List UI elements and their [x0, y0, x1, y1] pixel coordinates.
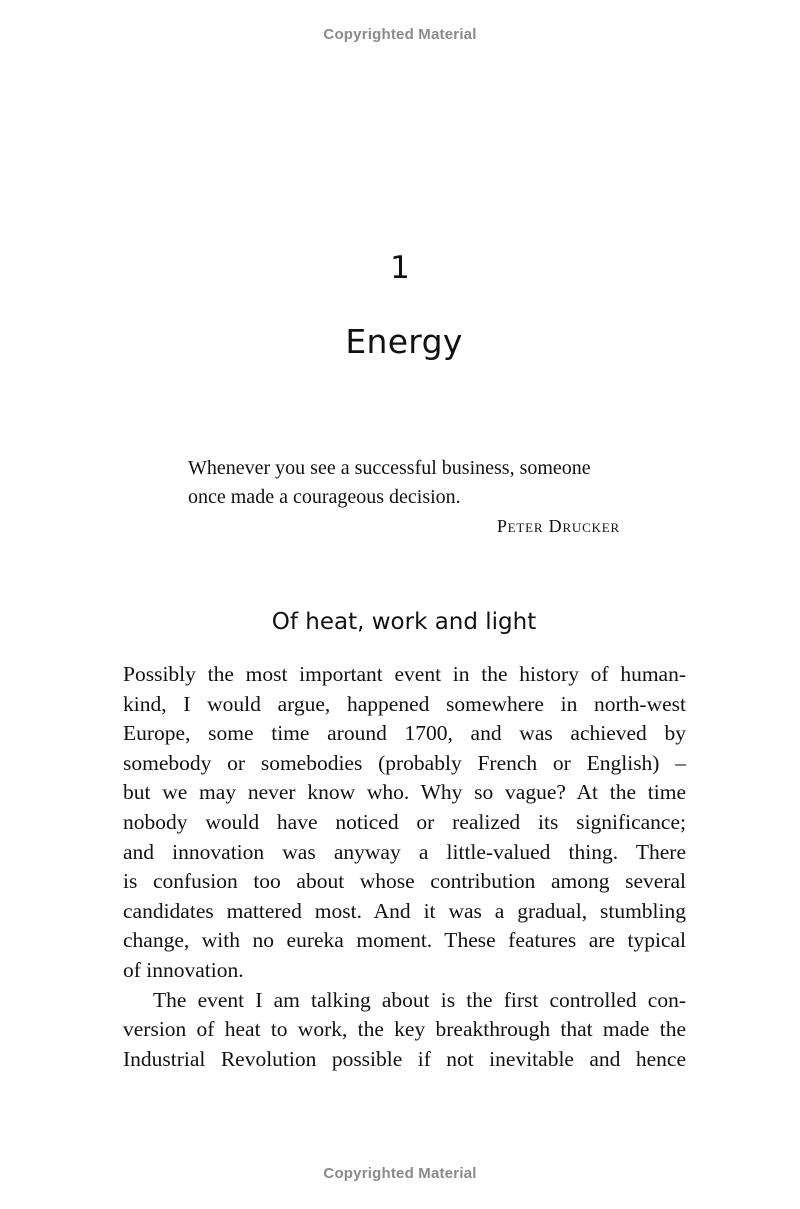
paragraph-line: Possibly the most important event in the history of human- — [123, 662, 686, 686]
paragraph-line: of innovation. — [123, 957, 244, 982]
epigraph-line: Whenever you see a successful business, someone — [188, 457, 591, 479]
chapter-number: 1 — [390, 250, 410, 286]
paragraph-line: somebody or somebodies (probably French or English) – — [123, 750, 686, 775]
paragraph-line: is confusion too about whose contribution among several — [123, 869, 686, 894]
paragraph-line: but we may never know who. Why so vague? At the time — [123, 780, 686, 805]
chapter-title: Energy — [345, 322, 463, 361]
paragraph-line: and innovation was anyway a little-valued thing. There — [123, 839, 686, 864]
copyright-watermark-top: Copyrighted Material — [323, 26, 477, 43]
paragraph-line: Industrial Revolution possible if not inevitable and hence — [123, 1046, 686, 1071]
paragraph-line: candidates mattered most. And it was a gradual, stumbling — [123, 898, 686, 923]
epigraph-attribution: Peter Drucker — [496, 516, 620, 536]
epigraph-line: once made a courageous decision. — [188, 486, 461, 508]
paragraph-line: Europe, some time around 1700, and was achieved by — [123, 721, 686, 746]
paragraph-line: nobody would have noticed or realized its significance; — [123, 809, 686, 834]
paragraph-line: version of heat to work, the key breakthrough that made the — [123, 1017, 686, 1042]
copyright-watermark-bottom: Copyrighted Material — [323, 1165, 477, 1182]
paragraph-line: change, with no eureka moment. These features are typical — [123, 928, 686, 953]
paragraph-line: kind, I would argue, happened somewhere in north-west — [123, 691, 686, 716]
epigraph-quote — [188, 454, 622, 512]
body-text — [123, 660, 686, 1074]
section-heading: Of heat, work and light — [271, 609, 537, 635]
paragraph-line: The event I am talking about is the first controlled con- — [153, 987, 686, 1012]
